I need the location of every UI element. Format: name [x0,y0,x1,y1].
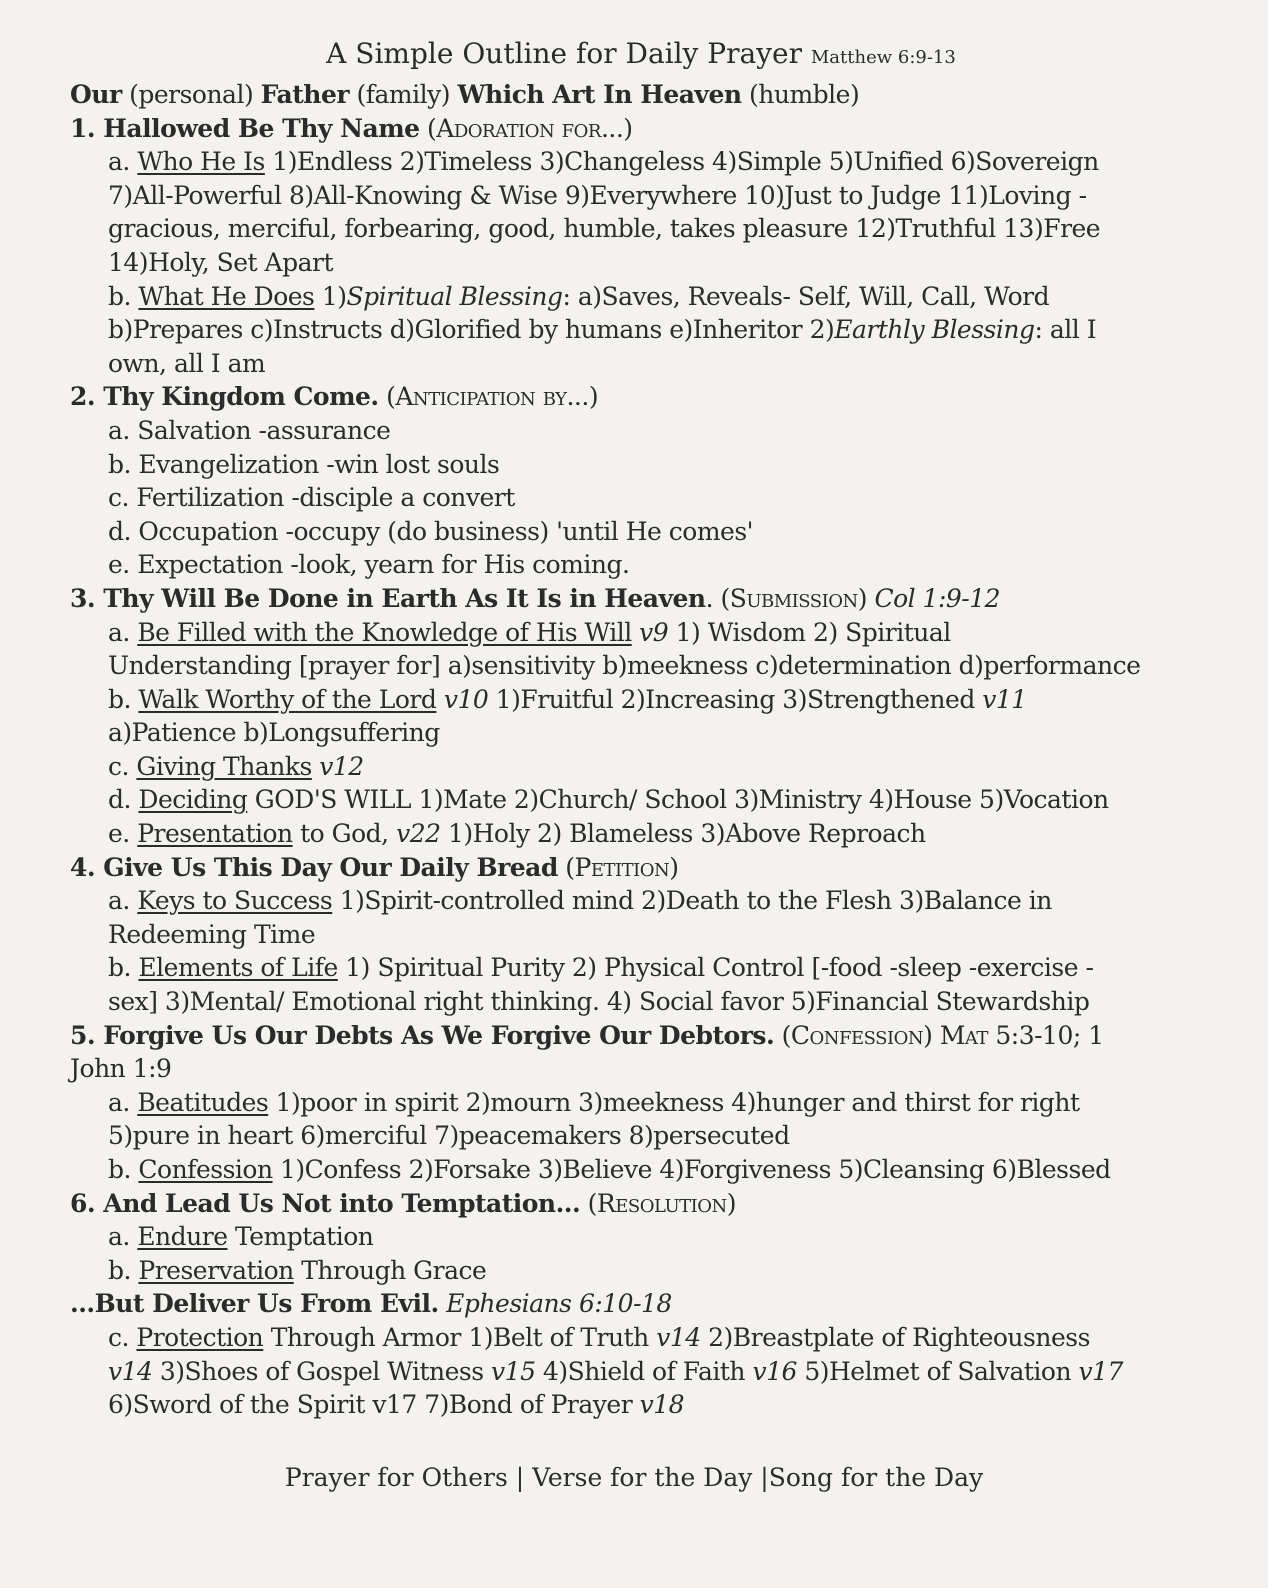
section-5-heading [70,1019,1198,1053]
section-tag: (Resolution) [580,1188,736,1218]
item-label: Be Filled with the Knowledge of His Will [137,617,632,647]
section-heading-text: 1. Hallowed Be Thy Name [70,113,420,143]
item-label: Who He Is [137,147,265,177]
title-reference: Matthew 6:9-13 [810,47,956,68]
section-reference: Col 1:9-12 [874,583,1001,613]
section-2-item: c. Fertilization -disciple a convert [108,483,515,513]
section-tag: (Petition) [557,852,679,882]
section-7-item-c-cont: v14 3)Shoes of Gospel Witness v15 4)Shield of Faith v16 5)Helmet of Salvation v17 [108,1356,1123,1386]
intro-humble: (humble) [741,80,860,109]
section-1-item-a-cont: 7)All-Powerful 8)All-Knowing & Wise 9)Everywhere 10)Just to Judge 11)Loving - [108,180,1087,210]
section-3-item-e: e. Presentation to God, v22 1)Holy 2) Blameless 3)Above Reproach [108,819,926,849]
section-heading-text: 6. And Lead Us Not into Temptation... [70,1188,581,1218]
section-5-item-a: a. Beatitudes 1)poor in spirit 2)mourn 3)meekness 4)hunger and thirst for right [108,1087,1080,1117]
section-6-heading [70,1187,1198,1221]
item-label: Keys to Success [137,886,333,916]
intro-father: Father [260,80,350,109]
section-heading-text: 4. Give Us This Day Our Daily Bread [70,852,558,882]
section-1-item-a-cont: gracious, merciful, forbearing, good, humble, takes pleasure 12)Truthful 13)Free [108,214,1101,244]
intro-line [70,78,1198,112]
section-heading-text: 5. Forgive Us Our Debts As We Forgive Our Debtors. [70,1020,775,1050]
section-heading-text: ...But Deliver Us From Evil. [70,1289,439,1319]
item-label: Presentation [137,819,293,849]
item-label: Deciding [138,785,248,815]
section-1-item-b-cont: own, all I am [108,348,266,378]
section-2-item: b. Evangelization -win lost souls [108,449,500,479]
intro-family: (family) [349,80,458,109]
section-3-item-c: c. Giving Thanks v12 [108,751,364,781]
section-3-item-d: d. Deciding GOD'S WILL 1)Mate 2)Church/ School 3)Ministry 4)House 5)Vocation [108,785,1109,815]
section-7-item-c: c. Protection Through Armor 1)Belt of Truth v14 2)Breastplate of Righteousness [108,1322,1090,1352]
item-label: Endure [137,1222,228,1252]
title-main: A Simple Outline for Daily Prayer [326,37,802,70]
section-4-item-b-cont: sex] 3)Mental/ Emotional right thinking. 4) Social favor 5)Financial Stewardship [108,987,1090,1017]
section-reference: Ephesians 6:10-18 [438,1289,672,1319]
section-6-item-b: b. Preservation Through Grace [108,1255,487,1285]
section-3-heading [70,582,1198,616]
section-3-item-a: a. Be Filled with the Knowledge of His Will v9 1) Wisdom 2) Spiritual [108,617,951,647]
section-heading-text: 2. Thy Kingdom Come. [70,382,379,412]
section-1-heading [70,112,1198,146]
section-heading-text: 3. Thy Will Be Done in Earth As It Is in Heaven [70,583,706,613]
item-label: Confession [138,1155,273,1184]
item-label: Preservation [138,1255,294,1285]
section-3-item-b: b. Walk Worthy of the Lord v10 1)Fruitful 2)Increasing 3)Strengthened v11 [108,684,1027,714]
section-3-item-b-cont: a)Patience b)Longsuffering [108,718,440,748]
section-2-heading [70,380,1198,414]
item-label: What He Does [138,281,315,311]
item-label: Walk Worthy of the Lord [138,684,437,714]
section-1-item-b: b. What He Does 1)Spiritual Blessing: a)Saves, Reveals- Self, Will, Call, Word [108,281,1050,311]
intro-personal: (personal) [121,80,261,109]
intro-heaven: Which Art In Heaven [457,80,742,109]
item-label: Beatitudes [137,1087,269,1117]
section-tag: (Adoration for...) [419,113,633,143]
section-7-item-c-cont: 6)Sword of the Spirit v17 7)Bond of Prayer v18 [108,1390,685,1420]
section-4-item-a: a. Keys to Success 1)Spirit-controlled mind 2)Death to the Flesh 3)Balance in [108,886,1052,916]
section-5-heading-cont: John 1:9 [70,1054,172,1084]
section-7-heading [70,1287,1198,1321]
section-1-item-a: a. Who He Is 1)Endless 2)Timeless 3)Changeless 4)Simple 5)Unified 6)Sovereign [108,147,1099,177]
footer-prompts: Prayer for Others | Verse for the Day |Song for the Day [284,1463,984,1492]
item-label: Elements of Life [138,953,338,983]
section-3-item-a-cont: Understanding [prayer for] a)sensitivity b)meekness c)determination d)performance [108,651,1141,681]
item-label: Protection [136,1322,264,1352]
section-tag: (Confession) Mat 5:3-10; 1 [774,1020,1104,1050]
section-4-item-a-cont: Redeeming Time [108,919,316,949]
section-tag: (Anticipation by...) [378,382,599,412]
item-label: Giving Thanks [136,751,312,781]
section-4-heading [70,851,1198,885]
section-2-item: a. Salvation -assurance [108,415,391,445]
section-5-item-b: b. Confession 1)Confess 2)Forsake 3)Believe 4)Forgiveness 5)Cleansing 6)Blessed [108,1155,1111,1184]
section-5-item-a-cont: 5)pure in heart 6)merciful 7)peacemakers 8)persecuted [108,1121,790,1151]
section-6-item-a: a. Endure Temptation [108,1222,374,1252]
section-1-item-b-cont: b)Prepares c)Instructs d)Glorified by humans e)Inheritor 2)Earthly Blessing: all I [108,315,1097,345]
section-4-item-b: b. Elements of Life 1) Spiritual Purity 2) Physical Control [-food -sleep -exercise - [108,953,1094,983]
intro-our: Our [70,80,122,109]
section-tag: . (Submission) [705,583,875,613]
page-title [84,34,1198,78]
section-2-item: d. Occupation -occupy (do business) 'until He comes' [108,516,754,546]
section-1-item-a-cont: 14)Holy, Set Apart [108,247,333,277]
section-2-item: e. Expectation -look, yearn for His coming. [108,550,630,580]
